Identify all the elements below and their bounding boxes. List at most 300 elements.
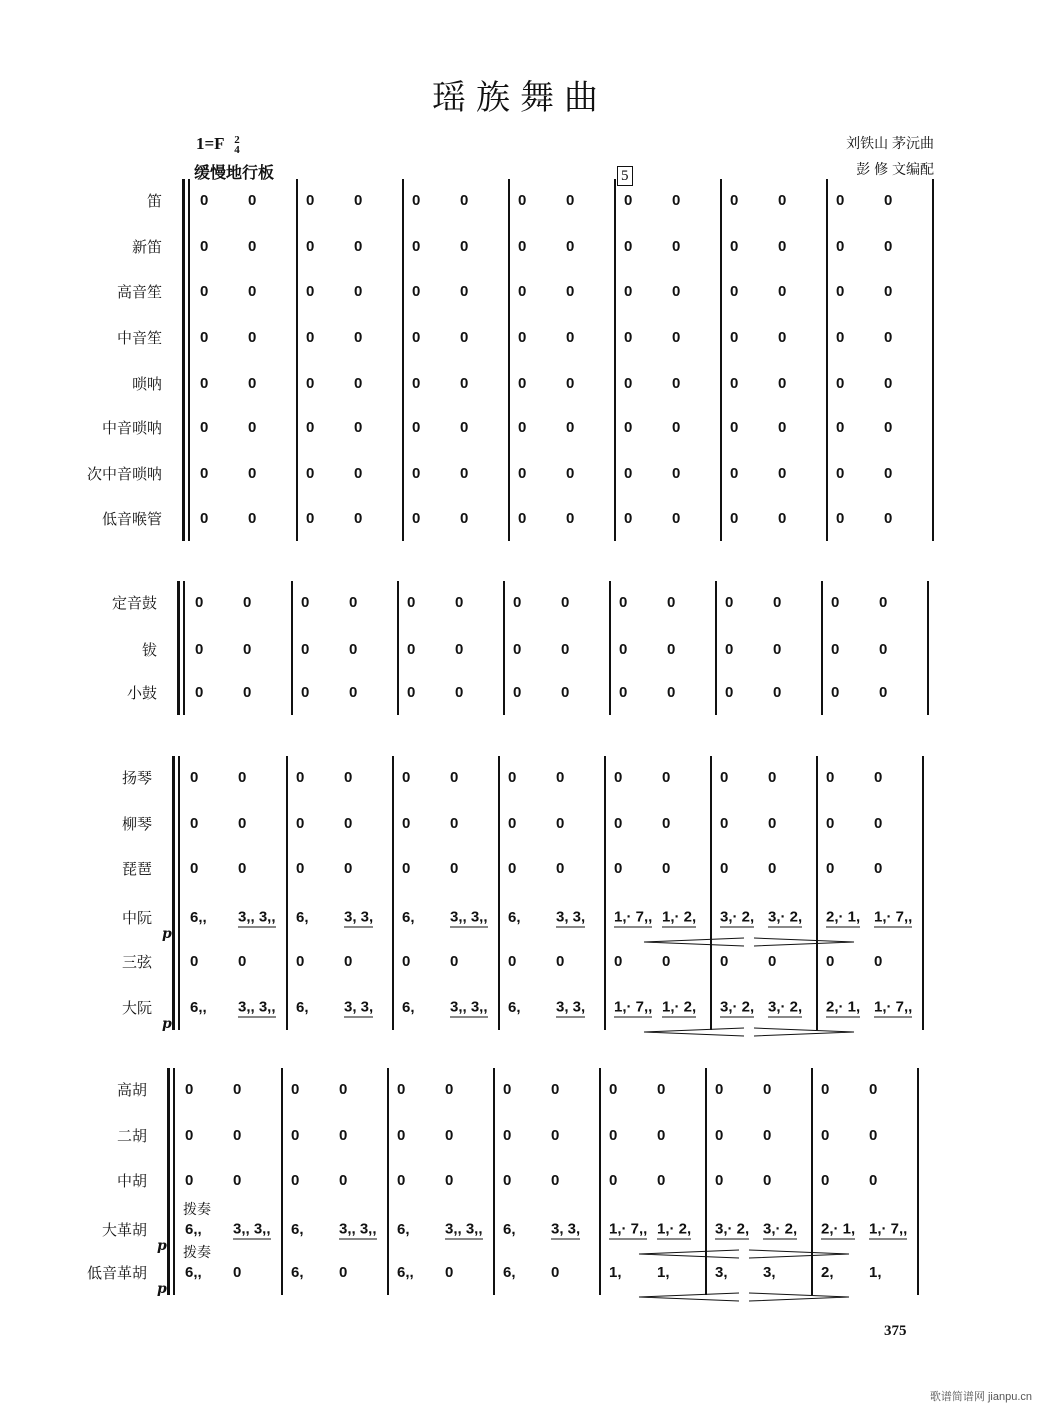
beat: 0: [455, 641, 464, 658]
beat: 0: [445, 1081, 454, 1098]
beat: 6,,: [397, 1264, 414, 1281]
beat: 0: [195, 594, 204, 611]
beat: 0: [869, 1172, 878, 1189]
beat: 0: [672, 329, 681, 346]
beat: 0: [556, 860, 565, 877]
beat: 6,: [503, 1221, 516, 1238]
beat: 0: [248, 510, 257, 527]
tempo-marking: 缓慢地行板: [194, 165, 275, 182]
rehearsal-mark: 5: [617, 166, 633, 186]
beat: 0: [561, 594, 570, 611]
beat: 0: [662, 860, 671, 877]
beat: 0: [195, 684, 204, 701]
beat: 0: [614, 860, 623, 877]
beat: 0: [233, 1081, 242, 1098]
beat: 3,, 3,,: [233, 1220, 271, 1238]
beat: 0: [624, 375, 633, 392]
beat: 0: [508, 953, 517, 970]
beat: 1,· 2,: [662, 998, 697, 1016]
beat: 0: [238, 953, 247, 970]
beat: 0: [508, 815, 517, 832]
beat: 0: [185, 1127, 194, 1144]
beat: 0: [238, 860, 247, 877]
beat: 0: [826, 953, 835, 970]
beat: 0: [397, 1081, 406, 1098]
composer-credit: 刘铁山 茅沅曲: [846, 135, 934, 151]
beat: 0: [354, 375, 363, 392]
beat: 3,, 3,,: [450, 908, 488, 926]
beat: 1,: [657, 1264, 670, 1281]
beat: 3,: [715, 1264, 728, 1281]
instrument-label: 柳琴: [121, 816, 152, 833]
beat: 3,, 3,,: [238, 908, 276, 926]
beat: 0: [503, 1081, 512, 1098]
dynamic-piano: p: [157, 1281, 167, 1297]
beat: 0: [879, 684, 888, 701]
beat: 0: [874, 953, 883, 970]
beat: 1,: [609, 1264, 622, 1281]
beat: 0: [831, 684, 840, 701]
beat: 6,,: [185, 1221, 202, 1238]
beat: 0: [869, 1081, 878, 1098]
beat: 0: [412, 238, 421, 255]
pizzicato-marking: 拨奏: [183, 1201, 211, 1217]
beat: 6,,: [190, 999, 207, 1016]
crescendo-hairpin: [639, 1250, 739, 1258]
beat: 0: [407, 594, 416, 611]
beat: 0: [556, 769, 565, 786]
beat: 0: [354, 419, 363, 436]
beat: 0: [190, 769, 199, 786]
beat: 0: [884, 375, 893, 392]
beat: 0: [672, 510, 681, 527]
instrument-label: 三弦: [121, 954, 152, 971]
beat: 0: [556, 815, 565, 832]
instrument-label: 琵琶: [121, 861, 152, 878]
beat: 2,· 1,: [826, 908, 861, 926]
beat: 0: [614, 815, 623, 832]
beat: 0: [190, 953, 199, 970]
beat: 0: [344, 860, 353, 877]
beat: 0: [503, 1172, 512, 1189]
beat: 0: [624, 192, 633, 209]
beat: 0: [657, 1172, 666, 1189]
beat: 0: [200, 419, 209, 436]
beat: 3,· 2,: [720, 908, 755, 926]
instrument-label: 新笛: [131, 239, 162, 256]
beat: 1,· 7,,: [614, 998, 653, 1016]
beat: 0: [296, 860, 305, 877]
beat: 0: [450, 953, 459, 970]
instrument-label: 中阮: [121, 910, 152, 927]
beat: 1,· 7,,: [609, 1220, 648, 1238]
beat: 0: [354, 283, 363, 300]
beat: 0: [445, 1172, 454, 1189]
beat: 3,· 2,: [715, 1220, 750, 1238]
instrument-label: 中音笙: [116, 330, 162, 347]
beat: 0: [773, 641, 782, 658]
beat: 3,· 2,: [720, 998, 755, 1016]
beat: 0: [619, 594, 628, 611]
beat: 0: [248, 192, 257, 209]
beat: 0: [460, 375, 469, 392]
beat: 0: [778, 465, 787, 482]
beat: 0: [826, 815, 835, 832]
beat: 3, 3,: [344, 998, 374, 1016]
beat: 0: [821, 1172, 830, 1189]
beat: 3, 3,: [556, 908, 586, 926]
beat: 0: [730, 375, 739, 392]
beat: 0: [518, 465, 527, 482]
instrument-label: 高胡: [116, 1082, 147, 1099]
beat: 0: [248, 375, 257, 392]
dynamic-piano: p: [162, 1016, 172, 1032]
beat: 0: [238, 769, 247, 786]
beat: 0: [397, 1127, 406, 1144]
beat: 0: [354, 238, 363, 255]
beat: 0: [402, 860, 411, 877]
instrument-label: 唢呐: [131, 376, 162, 393]
beat: 0: [869, 1127, 878, 1144]
beat: 0: [836, 375, 845, 392]
beat: 0: [624, 419, 633, 436]
beat: 0: [412, 283, 421, 300]
beat: 0: [397, 1172, 406, 1189]
beat: 0: [296, 769, 305, 786]
beat: 0: [190, 815, 199, 832]
beat: 0: [566, 192, 575, 209]
beat: 0: [518, 192, 527, 209]
instrument-label: 大阮: [121, 1000, 152, 1017]
beat: 2,· 1,: [826, 998, 861, 1016]
beat: 3, 3,: [556, 998, 586, 1016]
key-label: 1=F: [196, 134, 224, 153]
beat: 0: [884, 329, 893, 346]
beat: 0: [503, 1127, 512, 1144]
beat: 0: [561, 641, 570, 658]
beat: 0: [306, 192, 315, 209]
beat: 0: [874, 860, 883, 877]
beat: 0: [566, 419, 575, 436]
instrument-label: 钹: [141, 642, 157, 659]
beat: 0: [821, 1081, 830, 1098]
beat: 0: [836, 465, 845, 482]
beat: 0: [306, 419, 315, 436]
beat: 0: [248, 465, 257, 482]
beat: 0: [354, 329, 363, 346]
beat: 0: [609, 1172, 618, 1189]
beat: 1,· 7,,: [614, 908, 653, 926]
beat: 0: [344, 815, 353, 832]
beat: 1,· 7,,: [874, 908, 913, 926]
beat: 0: [306, 465, 315, 482]
beat: 0: [609, 1127, 618, 1144]
instrument-label: 中音唢呐: [101, 420, 162, 437]
beat: 0: [715, 1081, 724, 1098]
beat: 0: [672, 419, 681, 436]
beat: 0: [624, 510, 633, 527]
beat: 0: [354, 192, 363, 209]
beat: 0: [460, 238, 469, 255]
dynamic-piano: p: [157, 1238, 167, 1254]
watermark: 歌谱简谱网 jianpu.cn: [929, 1391, 1032, 1403]
beat: 0: [412, 375, 421, 392]
beat: 0: [836, 238, 845, 255]
beat: 0: [518, 283, 527, 300]
beat: 0: [185, 1081, 194, 1098]
beat: 0: [296, 953, 305, 970]
beat: 0: [662, 953, 671, 970]
beat: 0: [725, 684, 734, 701]
beat: 0: [566, 465, 575, 482]
beat: 0: [291, 1081, 300, 1098]
beat: 0: [768, 815, 777, 832]
beat: 0: [291, 1127, 300, 1144]
beat: 0: [248, 419, 257, 436]
beat: 6,: [296, 909, 309, 926]
beat: 0: [344, 769, 353, 786]
beat: 0: [667, 641, 676, 658]
beat: 0: [879, 641, 888, 658]
beat: 0: [344, 953, 353, 970]
beat: 0: [551, 1081, 560, 1098]
beat: 0: [884, 192, 893, 209]
beat: 6,,: [185, 1264, 202, 1281]
beat: 0: [556, 953, 565, 970]
beat: 0: [672, 192, 681, 209]
beat: 0: [773, 684, 782, 701]
beat: 0: [836, 192, 845, 209]
beat: 0: [306, 238, 315, 255]
beat: 0: [720, 769, 729, 786]
beat: 0: [778, 329, 787, 346]
decrescendo-hairpin: [754, 938, 854, 946]
beat: 0: [450, 815, 459, 832]
beat: 0: [301, 684, 310, 701]
beat: 3,, 3,,: [445, 1220, 483, 1238]
beat: 6,: [402, 999, 415, 1016]
beat: 6,: [402, 909, 415, 926]
beat: 0: [354, 465, 363, 482]
beat: 0: [720, 953, 729, 970]
beat: 0: [460, 465, 469, 482]
beat: 0: [720, 815, 729, 832]
beat: 0: [513, 684, 522, 701]
beat: 1,· 7,,: [874, 998, 913, 1016]
beat: 0: [412, 192, 421, 209]
beat: 0: [778, 375, 787, 392]
instrument-label: 大革胡: [101, 1222, 147, 1239]
beat: 0: [768, 860, 777, 877]
beat: 6,: [508, 999, 521, 1016]
beat: 0: [402, 953, 411, 970]
beat: 0: [412, 329, 421, 346]
beat: 0: [826, 769, 835, 786]
beat: 3,, 3,,: [339, 1220, 377, 1238]
beat: 0: [508, 860, 517, 877]
beat: 0: [455, 684, 464, 701]
instrument-label: 扬琴: [121, 770, 152, 787]
beat: 0: [402, 769, 411, 786]
beat: 0: [455, 594, 464, 611]
beat: 0: [624, 329, 633, 346]
beat: 0: [672, 465, 681, 482]
beat: 0: [518, 375, 527, 392]
score-title: 瑶族舞曲: [432, 78, 608, 118]
beat: 0: [306, 510, 315, 527]
beat: 0: [460, 283, 469, 300]
beat: 0: [763, 1172, 772, 1189]
beat: 0: [667, 684, 676, 701]
beat: 0: [243, 594, 252, 611]
beat: 0: [349, 684, 358, 701]
beat: 0: [657, 1081, 666, 1098]
dynamic-piano: p: [162, 926, 172, 942]
beat: 0: [200, 283, 209, 300]
beat: 0: [450, 769, 459, 786]
beat: 0: [349, 594, 358, 611]
beat: 0: [778, 283, 787, 300]
beat: 0: [884, 283, 893, 300]
beat: 6,: [503, 1264, 516, 1281]
beat: 0: [243, 641, 252, 658]
beat: 0: [884, 510, 893, 527]
beat: 0: [306, 329, 315, 346]
beat: 0: [412, 510, 421, 527]
beat: 0: [518, 329, 527, 346]
beat: 0: [730, 465, 739, 482]
instrument-label: 笛: [146, 193, 162, 210]
beat: 0: [778, 510, 787, 527]
beat: 0: [200, 238, 209, 255]
beat: 0: [672, 375, 681, 392]
beat: 0: [301, 594, 310, 611]
beat: 0: [296, 815, 305, 832]
beat: 0: [200, 329, 209, 346]
beat: 0: [730, 238, 739, 255]
instrument-label: 二胡: [116, 1128, 147, 1145]
instrument-label: 定音鼓: [111, 595, 157, 612]
decrescendo-hairpin: [749, 1293, 849, 1301]
beat: 6,: [508, 909, 521, 926]
beat: 3,: [763, 1264, 776, 1281]
beat: 0: [672, 238, 681, 255]
beat: 6,: [291, 1264, 304, 1281]
beat: 0: [551, 1264, 560, 1281]
beat: 0: [614, 953, 623, 970]
beat: 0: [551, 1127, 560, 1144]
beat: 0: [339, 1081, 348, 1098]
beat: 0: [445, 1127, 454, 1144]
beat: 0: [874, 769, 883, 786]
beat: 2,· 1,: [821, 1220, 856, 1238]
beat: 2,: [821, 1264, 834, 1281]
beat: 0: [460, 510, 469, 527]
beat: 0: [306, 283, 315, 300]
beat: 0: [730, 283, 739, 300]
beat: 3, 3,: [344, 908, 374, 926]
beat: 0: [624, 238, 633, 255]
beat: 0: [672, 283, 681, 300]
crescendo-hairpin: [644, 938, 744, 946]
crescendo-hairpin: [644, 1028, 744, 1036]
beat: 0: [773, 594, 782, 611]
beat: 0: [778, 192, 787, 209]
instrument-label: 次中音唢呐: [86, 466, 162, 483]
beat: 3, 3,: [551, 1220, 581, 1238]
beat: 0: [200, 375, 209, 392]
beat: 0: [566, 238, 575, 255]
time-signature-top: 2: [234, 134, 240, 147]
beat: 0: [768, 769, 777, 786]
beat: 0: [200, 510, 209, 527]
instrument-label: 小鼓: [126, 685, 157, 702]
beat: 0: [715, 1127, 724, 1144]
beat: 0: [339, 1172, 348, 1189]
beat: 0: [730, 510, 739, 527]
beat: 0: [460, 419, 469, 436]
beat: 0: [778, 419, 787, 436]
time-signature-bottom: 4: [234, 144, 240, 157]
beat: 1,· 2,: [657, 1220, 692, 1238]
beat: 0: [445, 1264, 454, 1281]
instrument-label: 中胡: [116, 1173, 147, 1190]
beat: 0: [248, 329, 257, 346]
beat: 0: [715, 1172, 724, 1189]
beat: 0: [450, 860, 459, 877]
beat: 6,: [397, 1221, 410, 1238]
beat: 3,· 2,: [763, 1220, 798, 1238]
beat: 0: [768, 953, 777, 970]
beat: 0: [301, 641, 310, 658]
beat: 0: [339, 1264, 348, 1281]
beat: 0: [248, 283, 257, 300]
beat: 1,· 7,,: [869, 1220, 908, 1238]
beat: 0: [836, 419, 845, 436]
beat: 0: [233, 1172, 242, 1189]
beat: 0: [460, 329, 469, 346]
beat: 0: [407, 684, 416, 701]
beat: 0: [763, 1081, 772, 1098]
beat: 3,· 2,: [768, 908, 803, 926]
beat: 1,: [869, 1264, 882, 1281]
beat: 0: [195, 641, 204, 658]
beat: 0: [831, 594, 840, 611]
beat: 0: [874, 815, 883, 832]
beat: 0: [402, 815, 411, 832]
beat: 0: [243, 684, 252, 701]
beat: 0: [354, 510, 363, 527]
pizzicato-marking: 拨奏: [183, 1244, 211, 1260]
beat: 0: [566, 510, 575, 527]
beat: 0: [551, 1172, 560, 1189]
beat: 0: [884, 238, 893, 255]
beat: 0: [624, 283, 633, 300]
beat: 1,· 2,: [662, 908, 697, 926]
beat: 0: [826, 860, 835, 877]
beat: 0: [763, 1127, 772, 1144]
page-number: 375: [884, 1323, 907, 1339]
beat: 0: [513, 594, 522, 611]
instrument-label: 高音笙: [116, 284, 162, 301]
beat: 0: [513, 641, 522, 658]
instrument-label: 低音革胡: [86, 1265, 147, 1282]
beat: 0: [662, 769, 671, 786]
beat: 0: [185, 1172, 194, 1189]
beat: 0: [657, 1127, 666, 1144]
beat: 0: [508, 769, 517, 786]
beat: 0: [233, 1127, 242, 1144]
